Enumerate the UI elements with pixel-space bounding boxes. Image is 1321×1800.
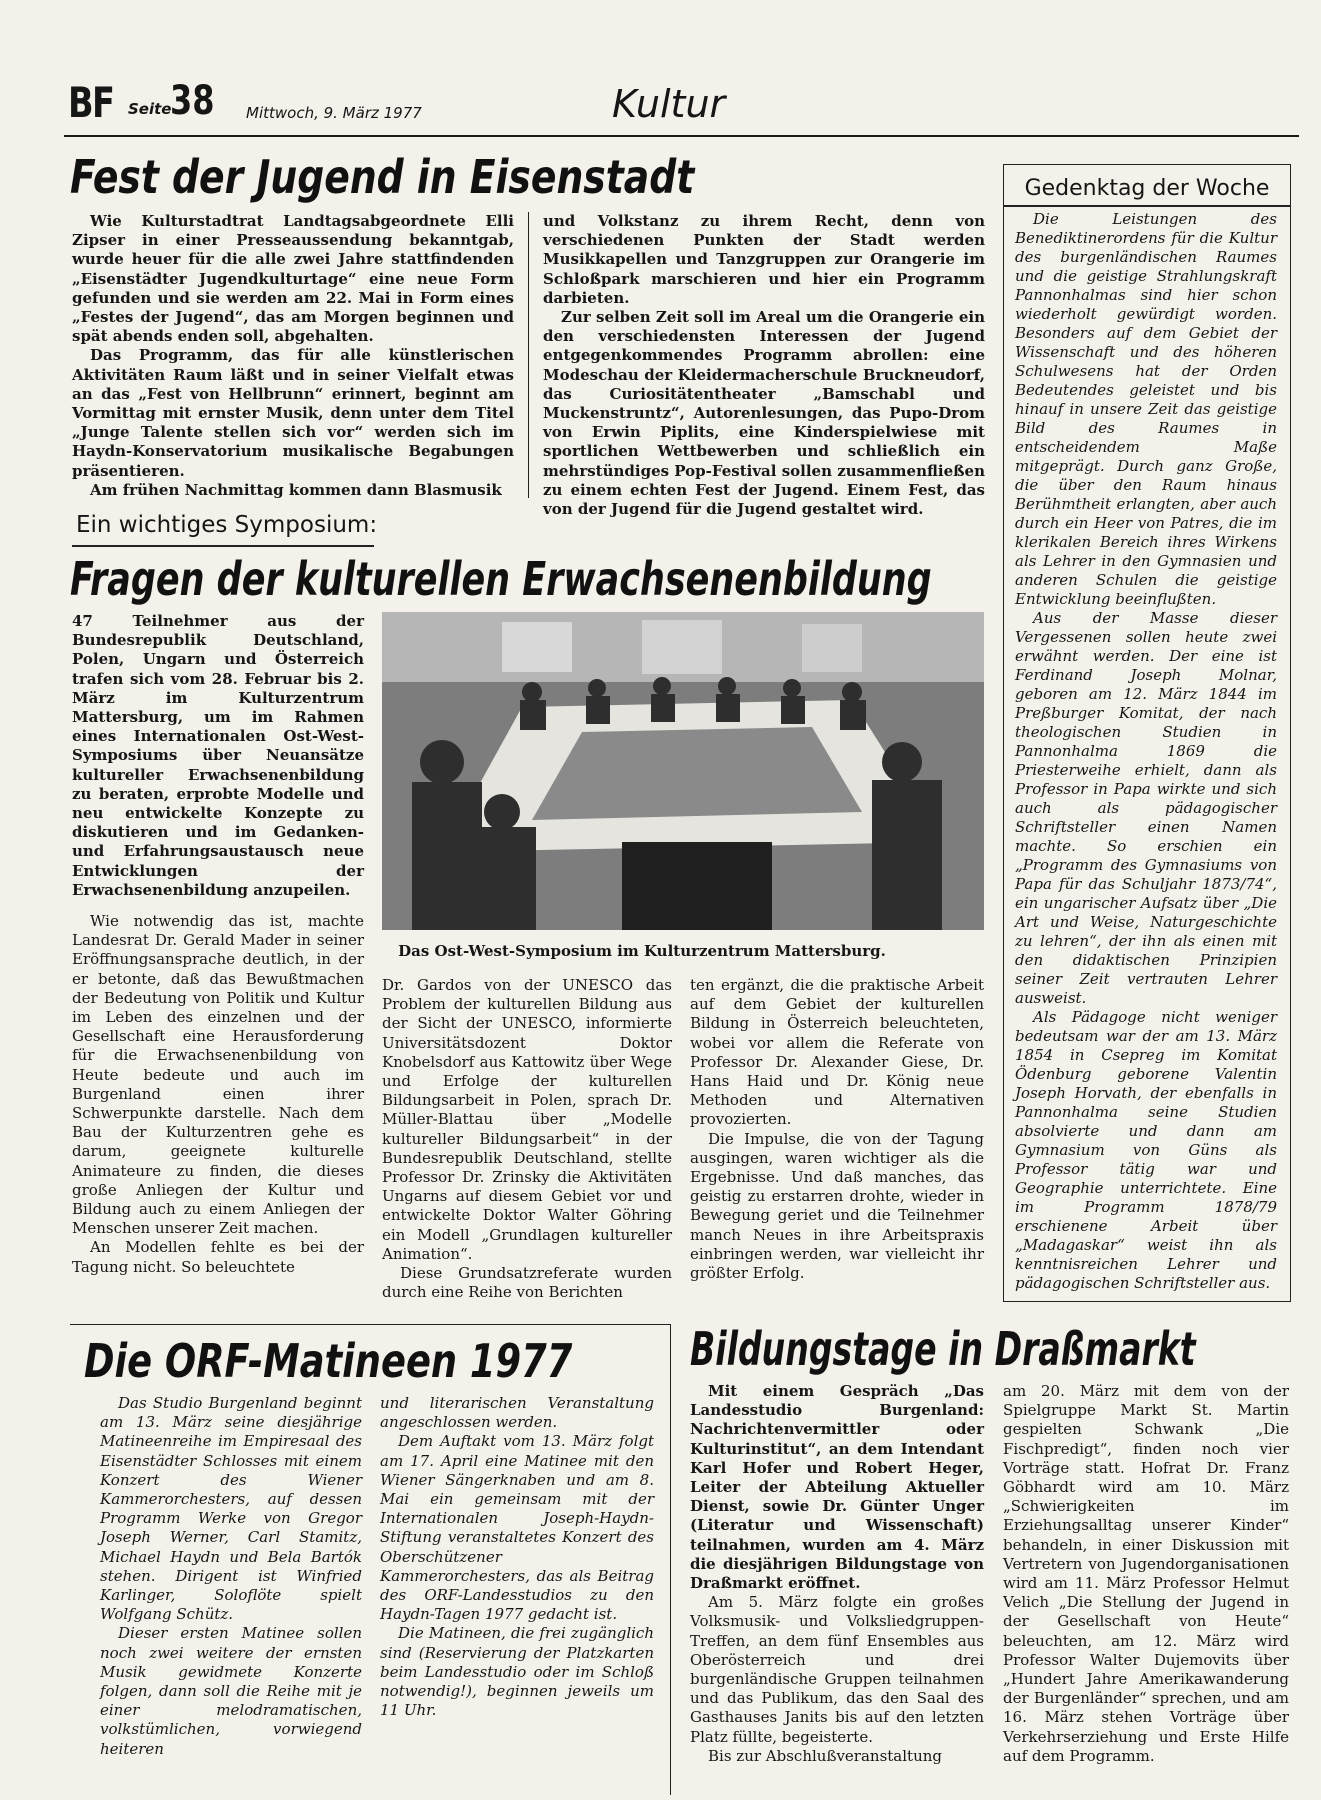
fest-col1-p2: Das Programm, das für alle künstlerischen Aktivitäten Raum läßt und in seiner Vielfalt etwas an das „Fest von Hellbrunn“ erinnert, beginnt am Vormittag mit ernster Musik, denn unter dem Titel „Junge Talente stellen sich vor“ werden sich im Haydn-Konservatorium musikalische Begabungen präsentieren.	[72, 346, 514, 480]
orf-col2-p1: und literarischen Veranstaltung angeschlossen werden.	[380, 1394, 654, 1432]
fest-col2-p1: und Volkstanz zu ihrem Recht, denn von verschiedenen Punkten der Stadt werden Musikkapellen und Tanzgruppen zur Orangerie im Schloßpark marschieren und hier ein Programm darbieten.	[543, 212, 985, 307]
kicker-underline	[72, 545, 374, 547]
fest-headline: Fest der Jugend in Eisenstadt	[70, 150, 695, 204]
section-title: Kultur	[612, 82, 726, 126]
fest-column-2	[543, 212, 985, 519]
masthead-seite-label: Seite	[128, 100, 172, 118]
symposium-col3-p1: ten ergänzt, die die praktische Arbeit auf dem Gebiet der kulturellen Bildung in Österreich beleuchteten, wobei vor allem die Referate von Professor Dr. Alexander Giese, Dr. Hans Haid und Dr. König neue Methoden und Alternativen provozierten.	[690, 976, 984, 1129]
orf-headline: Die ORF-Matineen 1977	[84, 1334, 573, 1388]
orf-col1-p1: Das Studio Burgenland beginnt am 13. März seine diesjährige Matineenreihe im Empiresaal des Eisenstädter Schlosses mit einem Konzert des Wiener Kammerorchesters, auf dessen Programm Werke von Gregor Joseph Werner, Carl Stamitz, Michael Haydn und Bela Bartók stehen. Dirigent ist Winfried Karlinger, Soloflöte spielt Wolfgang Schütz.	[100, 1394, 362, 1624]
orf-col2-p3: Die Matineen, die frei zugänglich sind (Reservierung der Platzkarten beim Landesstudio oder im Schloß notwendig!), beginnen jeweils um 11 Uhr.	[380, 1624, 654, 1720]
bildung-headline: Bildungstage in Draßmarkt	[690, 1322, 1196, 1376]
bildung-column-1	[690, 1382, 984, 1766]
symposium-photo	[382, 612, 984, 930]
fest-col1-p1: Wie Kulturstadtrat Landtagsabgeordnete Elli Zipser in einer Presseaussendung bekanntgab, wurde heuer für die alle zwei Jahre stattfindenden „Eisenstädter Jugendkulturtage“ eine neue Form gefunden und sie werden am 22. Mai in Form eines „Festes der Jugend“, das am Morgen beginnen und spät abends enden soll, abgehalten.	[72, 212, 514, 346]
symposium-col1-p2: An Modellen fehlte es bei der Tagung nicht. So beleuchtete	[72, 1238, 364, 1276]
orf-col1-p2: Dieser ersten Matinee sollen noch zwei weitere der ernsten Musik gewidmete Konzerte folgen, dann soll die Reihe mit je einer melodramatischen, volkstümlichen, vorwiegend heiteren	[100, 1624, 362, 1758]
bildung-column-2	[1003, 1382, 1289, 1766]
symposium-kicker: Ein wichtiges Symposium:	[76, 512, 378, 538]
photo-caption: Das Ost-West-Symposium im Kulturzentrum Mattersburg.	[398, 942, 886, 960]
symposium-column-1	[72, 912, 364, 1277]
bildung-lead: Mit einem Gespräch „Das Landesstudio Burgenland: Nachrichtenvermittler oder Kulturinstitut“, an dem Intendant Karl Hofer und Robert Heger, Leiter der Abteilung Aktueller Dienst, sowie Dr. Günter Unger (Literatur und Wissenschaft) teilnahmen, wurden am 4. März die diesjährigen Bildungstage von Draßmarkt eröffnet.	[690, 1382, 984, 1593]
gedenktag-p3: Als Pädagoge nicht weniger bedeutsam war der am 13. März 1854 in Csepreg im Komitat Ödenburg geborene Valentin Joseph Horvath, der ebenfalls in Pannonhalma seine Studien absolvierte und dann am Gymnasium von Güns als Professor tätig war und Geographie unterrichtete. Eine im Programm 1878/79 erschienene Arbeit über „Madagaskar“ weist ihn als kenntnisreichen Lehrer und pädagogischen Schriftsteller aus.	[1015, 1008, 1277, 1292]
gedenktag-text	[1015, 210, 1277, 1293]
orf-column-1	[100, 1394, 362, 1759]
bildung-col1-p1: Am 5. März folgte ein großes Volksmusik- und Volksliedgruppen-Treffen, an dem fünf Ensembles aus Oberösterreich und drei burgenländische Gruppen teilnahmen und das Publikum, das den Saal des Gasthauses Janits bis auf den letzten Platz füllte, begeisterte.	[690, 1593, 984, 1746]
bildung-col1-p2: Bis zur Abschlußveranstaltung	[708, 1746, 943, 1765]
issue-date: Mittwoch, 9. März 1977	[246, 104, 422, 122]
masthead-rule	[64, 135, 1299, 137]
symposium-col3-p2: Die Impulse, die von der Tagung ausgingen, waren wichtiger als die Ergebnisse. Und daß manches, das geistig zu erstarren drohte, wieder in Bewegung geriet und die Teilnehmer manch Neues in ihre Arbeitspraxis einbringen werden, war vielleicht ihr größter Erfolg.	[690, 1129, 984, 1283]
fest-col1-p3: Am frühen Nachmittag kommen dann Blasmusik	[90, 480, 502, 499]
gedenktag-title: Gedenktag der Woche	[1024, 176, 1270, 201]
bildung-col2-p1: am 20. März mit dem von der Spielgruppe Markt St. Martin gespielten Schwank „Die Fischpredigt“, finden noch vier Vorträge statt. Hofrat Dr. Franz Göbhardt wird am 10. März „Schwierigkeiten im Erziehungsalltag unserer Kinder“ behandeln, in einer Diskussion mit Vertretern von Jugendorganisationen wird am 11. März Professor Helmut Velich „Die Stellung der Jugend in der Gesellschaft von Heute“ beleuchten, am 12. März wird Professor Walter Dujemovits über „Hundert Jahre Amerikawanderung der Burgenländer“ sprechen, und am 16. März stehen Vorträge über Verkehrserziehung und Erste Hilfe auf dem Programm.	[1003, 1382, 1289, 1765]
masthead-logo: BF	[68, 78, 114, 127]
fest-col2-p2: Zur selben Zeit soll im Areal um die Orangerie ein den verschiedensten Interessen der Jugend entgegenkommendes Programm abrollen: eine Modeschau der Kleidermacherschule Bruckneudorf, das Curiositätentheater „Bamschabl und Muckenstruntz“, Autorenlesungen, das Pupo-Drom von Erwin Piplits, eine Kinderspielwiese mit sportlichen Wettbewerben und schließlich ein mehrstündiges Pop-Festival sollen zusammenfließen zu einem echten Fest der Jugend. Einem Fest, das von der Jugend für die Jugend gestaltet wird.	[543, 308, 985, 519]
fest-column-1	[72, 212, 514, 500]
symposium-column-2	[382, 976, 672, 1302]
symposium-col2-p2: Diese Grundsatzreferate wurden durch eine Reihe von Berichten	[382, 1264, 672, 1302]
symposium-lead	[72, 612, 364, 900]
symposium-lead-text: 47 Teilnehmer aus der Bundesrepublik Deutschland, Polen, Ungarn und Österreich trafen sich vom 28. Februar bis 2. März im Kulturzentrum Mattersburg, um im Rahmen eines Internationalen Ost-West-Symposiums über Neuansätze kultureller Erwachsenenbildung zu beraten, erprobte Modelle und neu entwickelte Konzepte zu diskutieren und im Gedanken- und Erfahrungsaustausch neue Entwicklungen der Erwachsenenbildung anzupeilen.	[72, 612, 364, 899]
gedenktag-title-rule	[1003, 205, 1291, 207]
orf-col2-p2: Dem Auftakt vom 13. März folgt am 17. April eine Matinee mit den Wiener Sängerknaben und am 8. Mai ein gemeinsam mit der Internationalen Joseph-Haydn-Stiftung veranstaltetes Konzert des Oberschützener Kammerorchesters, das als Beitrag des ORF-Landesstudios zu den Haydn-Tagen 1977 gedacht ist.	[380, 1432, 654, 1624]
symposium-col2-p1: Dr. Gardos von der UNESCO das Problem der kulturellen Bildung aus der Sicht der UNESCO, informierte Universitätsdozent Doktor Knobelsdorf aus Kattowitz über Wege und Erfolge der kulturellen Bildungsarbeit in Polen, sprach Dr. Müller-Blattau über „Modelle kultureller Bildungsarbeit“ in der Bundesrepublik Deutschland, stellte Professor Dr. Zrinsky die Aktivitäten Ungarns auf diesem Gebiet vor und entwickelte Doktor Walter Göhring ein Modell „Grundlagen kultureller Animation“.	[382, 976, 672, 1263]
symposium-column-3	[690, 976, 984, 1283]
gedenktag-p2: Aus der Masse dieser Vergessenen sollen heute zwei erwähnt werden. Der eine ist Ferdinand Joseph Molnar, geboren am 12. März 1844 im Preßburger Komitat, der nach theologischen Studien in Pannonhalma 1869 die Priesterweihe erhielt, dann als Professor in Papa wirkte und sich auch als pädagogischer Schriftsteller einen Namen machte. So erschien ein „Programm des Gymnasiums von Papa für das Schuljahr 1873/74“, ein ungarischer Aufsatz über „Die Art und Weise, Naturgeschichte zu lehren“, der ihn als einen mit den didaktischen Prinzipien seiner Zeit vertrauten Lehrer ausweist.	[1015, 609, 1277, 1007]
symposium-photo-image	[382, 612, 984, 930]
symposium-col1-p1: Wie notwendig das ist, machte Landesrat Dr. Gerald Mader in seiner Eröffnungsansprache deutlich, in der er betonte, daß das Bewußtmachen der Bedeutung von Politik und Kultur im Leben des einzelnen und der Gesellschaft eine Herausforderung für die Erwachsenenbildung von Heute bedeute und auch im Burgenland einen ihrer Schwerpunkte darstelle. Nach dem Bau der Kulturzentren gehe es darum, geeignete kulturelle Animateure zu finden, die dieses große Anliegen der Kultur und Bildung auch zu einem Anliegen der Menschen unserer Zeit machen.	[72, 912, 364, 1238]
fest-column-rule	[528, 212, 529, 498]
page-number: 38	[170, 78, 215, 124]
gedenktag-p1: Die Leistungen des Benediktinerordens für die Kultur des burgenländischen Raumes und die geistige Strahlungskraft Pannonhalmas sind hier schon wiederholt gewürdigt worden. Besonders auf dem Gebiet der Wissenschaft und des höheren Schulwesens hat der Orden Bedeutendes geleistet und bis hinauf in unsere Zeit das geistige Bild des Raumes in entscheidendem Maße mitgeprägt. Durch ganz Große, die über den Raum hinaus Berühmtheit erlangten, aber auch durch ein Heer von Patres, die im klerikalen Bereich ihres Wirkens als Lehrer in den Gymnasien und anderen Schulen die geistige Entwicklung beeinflußten.	[1015, 210, 1277, 608]
orf-column-2	[380, 1394, 654, 1720]
symposium-headline: Fragen der kulturellen Erwachsenenbildung	[70, 552, 932, 606]
